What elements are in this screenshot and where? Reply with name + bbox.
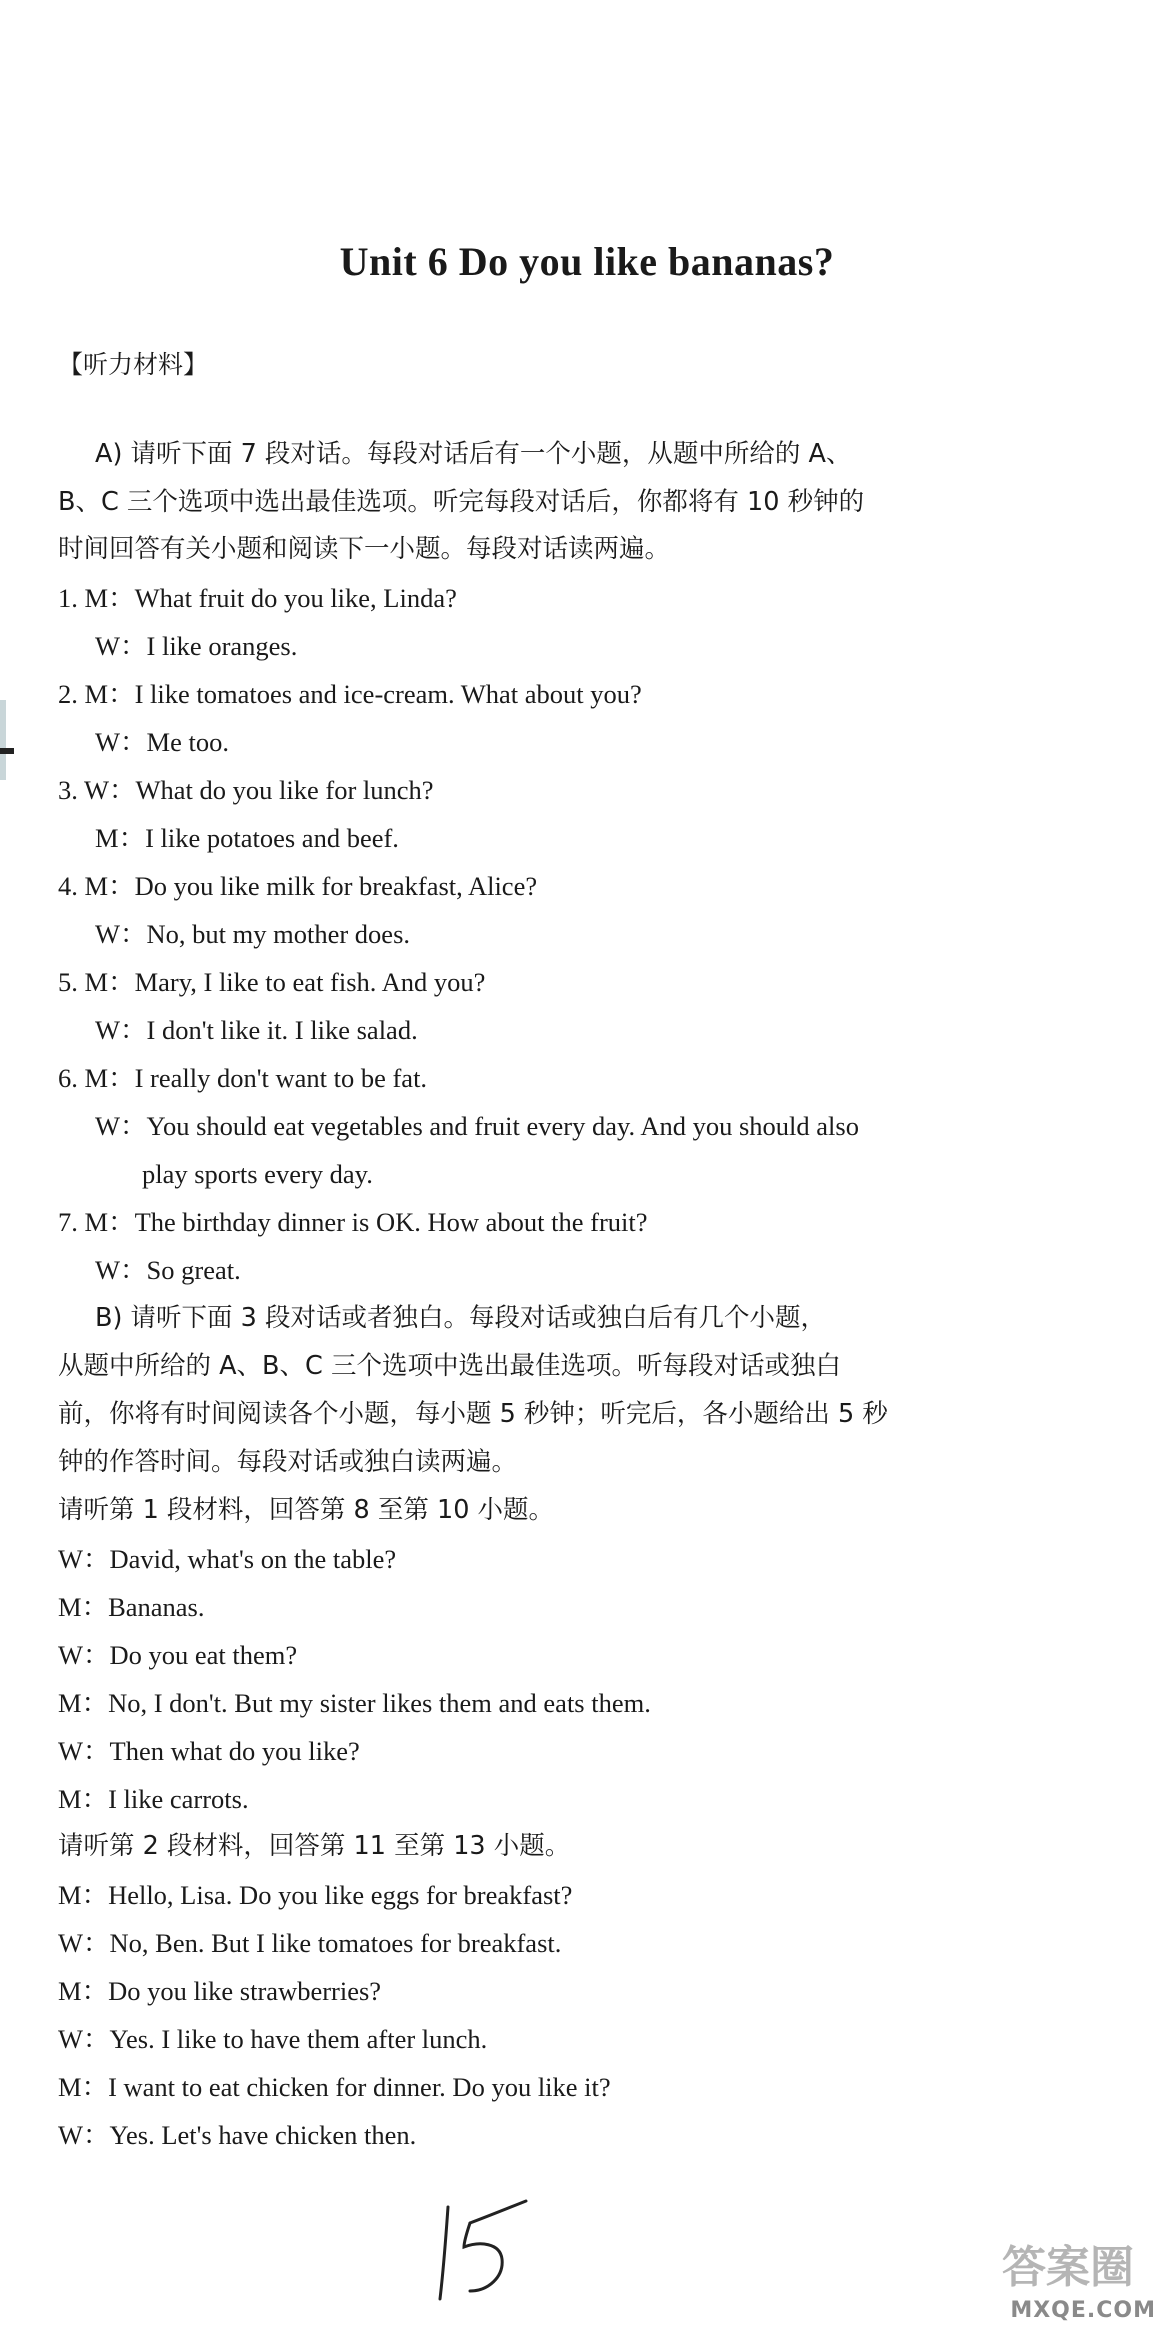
dialogue-line: W：Me too.: [95, 727, 229, 757]
page-title: Unit 6 Do you like bananas?: [339, 239, 835, 284]
dialogue-line: 1. M：What fruit do you like, Linda?: [58, 583, 457, 613]
dialogue-line: W：David, what's on the table?: [58, 1544, 397, 1574]
dialogue-line: M：Bananas.: [58, 1592, 205, 1622]
dialogue-line: M：I like potatoes and beef.: [95, 823, 399, 853]
dialogue-line: W：No, but my mother does.: [95, 919, 411, 949]
instruction-b-line: 从题中所给的 A、B、C 三个选项中选出最佳选项。听每段对话或独白: [58, 1351, 841, 1381]
dialogue-line: M：No, I don't. But my sister likes them and eats them.: [58, 1688, 651, 1718]
material-heading: 请听第 1 段材料，回答第 8 至第 10 小题。: [58, 1495, 555, 1525]
dialogue-line: W：Then what do you like?: [58, 1736, 360, 1766]
instruction-a-line: B、C 三个选项中选出最佳选项。听完每段对话后，你都将有 10 秒钟的: [58, 487, 865, 517]
handwritten-page-number: [430, 2195, 540, 2305]
binding-edge-mark: [0, 700, 6, 780]
dialogue-line: M：Hello, Lisa. Do you like eggs for breakfast?: [58, 1880, 573, 1910]
dialogue-line: W：No, Ben. But I like tomatoes for breakfast.: [58, 1928, 562, 1958]
dialogue-line: 5. M：Mary, I like to eat fish. And you?: [58, 967, 486, 997]
section-label: 【听力材料】: [58, 350, 209, 379]
watermark-url: MXQE.COM: [1010, 2298, 1156, 2323]
dialogue-line: M：Do you like strawberries?: [58, 1976, 382, 2006]
instruction-b-line: 前，你将有时间阅读各个小题，每小题 5 秒钟；听完后，各小题给出 5 秒: [58, 1399, 888, 1429]
binding-edge-tick: [0, 748, 14, 754]
dialogue-line: 2. M：I like tomatoes and ice-cream. What about you?: [58, 679, 642, 709]
dialogue-line: W：I like oranges.: [95, 631, 298, 661]
watermark-logo: 答案圈: [1002, 2242, 1134, 2293]
dialogue-line: W：I don't like it. I like salad.: [95, 1015, 418, 1045]
dialogue-line: 7. M：The birthday dinner is OK. How about the fruit?: [58, 1207, 648, 1237]
dialogue-line: 3. W：What do you like for lunch?: [58, 775, 434, 805]
dialogue-line: W：So great.: [95, 1255, 241, 1285]
dialogue-line: play sports every day.: [142, 1159, 373, 1189]
dialogue-line: W：You should eat vegetables and fruit every day. And you should also: [95, 1111, 859, 1141]
instruction-b-line: B) 请听下面 3 段对话或者独白。每段对话或独白后有几个小题，: [95, 1303, 826, 1333]
instruction-a-line: 时间回答有关小题和阅读下一小题。每段对话读两遍。: [58, 534, 671, 564]
dialogue-line: W：Do you eat them?: [58, 1640, 298, 1670]
material-heading: 请听第 2 段材料，回答第 11 至第 13 小题。: [58, 1831, 571, 1861]
dialogue-line: M：I want to eat chicken for dinner. Do you like it?: [58, 2072, 611, 2102]
instruction-b-line: 钟的作答时间。每段对话或独白读两遍。: [58, 1447, 518, 1477]
dialogue-line: 6. M：I really don't want to be fat.: [58, 1063, 428, 1093]
dialogue-line: W：Yes. I like to have them after lunch.: [58, 2024, 488, 2054]
dialogue-line: W：Yes. Let's have chicken then.: [58, 2120, 417, 2150]
dialogue-line: M：I like carrots.: [58, 1784, 249, 1814]
instruction-a-line: A) 请听下面 7 段对话。每段对话后有一个小题，从题中所给的 A、: [95, 439, 852, 469]
dialogue-line: 4. M：Do you like milk for breakfast, Alice?: [58, 871, 538, 901]
